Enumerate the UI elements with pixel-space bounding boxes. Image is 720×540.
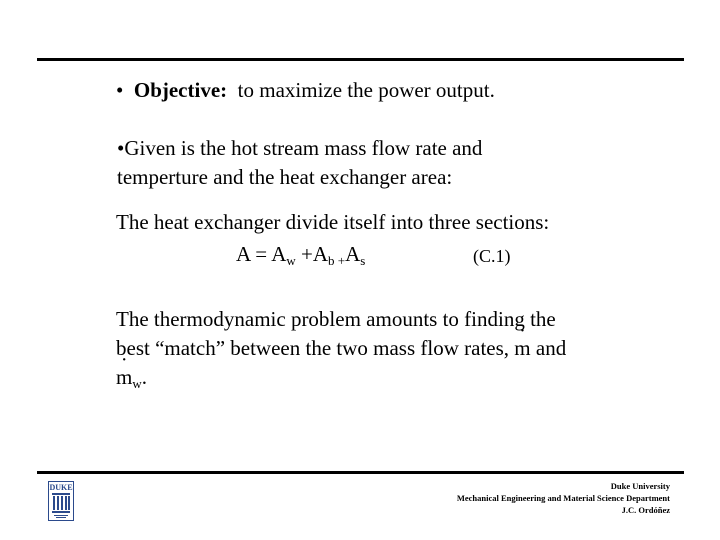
eq-sub-b: b	[328, 253, 335, 268]
eq-lhs: A = A	[236, 242, 287, 266]
area-equation	[236, 240, 365, 269]
objective-bullet: •	[116, 78, 124, 102]
eq-sub-w: w	[286, 253, 296, 268]
objective-text: to maximize the power output.	[237, 78, 495, 102]
m-dot-w-symbol: · m	[116, 363, 132, 392]
given-paragraph	[117, 134, 482, 192]
top-rule	[37, 58, 684, 61]
given-line-1: •Given is the hot stream mass flow rate and	[117, 136, 483, 160]
thermo-sub-w: w	[132, 376, 142, 391]
m-dot-symbol: · m	[514, 334, 530, 363]
eq-plus-2: +	[334, 253, 346, 268]
thermo-line-2b: and	[530, 336, 567, 360]
eq-a3: A	[345, 242, 361, 266]
footer-university: Duke University	[610, 481, 670, 491]
footer-department: Mechanical Engineering and Material Science Department	[456, 493, 670, 503]
sections-text: The heat exchanger divide itself into three sections:	[116, 210, 550, 234]
duke-logo-icon	[48, 481, 74, 521]
thermo-period: .	[141, 365, 147, 389]
objective-line	[116, 76, 495, 105]
eq-sub-s: s	[360, 253, 366, 268]
thermo-paragraph	[116, 305, 566, 392]
logo-text: DUKE	[49, 483, 73, 492]
thermo-line-1: The thermodynamic problem amounts to finding the	[116, 307, 556, 331]
thermo-line-3	[116, 363, 566, 392]
footer-credits	[457, 480, 670, 516]
equation-number: (C.1)	[473, 246, 511, 266]
thermo-line-2	[116, 334, 566, 363]
footer-author: J.C. Ordóñez	[621, 505, 670, 515]
objective-label: Objective:	[133, 78, 228, 102]
bottom-rule	[37, 471, 684, 474]
given-line-2: temperture and the heat exchanger area:	[117, 165, 453, 189]
thermo-line-2a: best “match” between the two mass flow rates,	[116, 336, 515, 360]
eq-plus-1: +A	[295, 242, 329, 266]
